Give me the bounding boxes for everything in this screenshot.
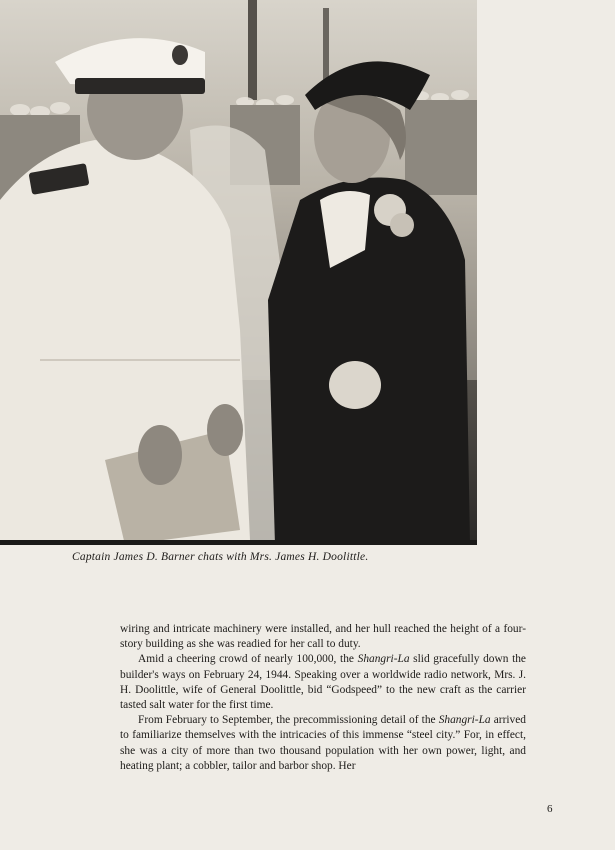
ship-name: Shangri-La — [357, 653, 410, 666]
paragraph-1: wiring and intricate machinery were installed, and her hull reached the height of a four-story building as she was readied for her call to duty. — [120, 623, 526, 651]
photo-illustration — [0, 0, 477, 545]
paragraph-3-text-a: From February to September, the precommissioning detail of the — [138, 714, 439, 727]
paragraph-3-text-b: arrived to familiarize themselves with the intricacies of this immense “steel city.” For, in effect, she was a city of more than two thousand population with her own power, light, and heating plant; a cobbler, tailor and barbor shop. Her — [120, 714, 526, 772]
paragraph-2-text-b: slid gracefully down the builder's ways on February 24, 1944. Speaking over a worldwide radio network, Mrs. J. H. Doolittle, wife of General Doolittle, bid “Godspeed” to the new craft as the carrier tasted salt water for the first time. — [120, 653, 526, 712]
article-body — [120, 622, 526, 774]
photograph — [0, 0, 477, 545]
paragraph-3 — [120, 713, 526, 774]
paragraph-2-text-a: Amid a cheering crowd of nearly 100,000, the — [138, 653, 358, 666]
paragraph-2 — [120, 652, 526, 713]
photo-caption: Captain James D. Barner chats with Mrs. James H. Doolittle. — [72, 551, 369, 563]
page-number: 6 — [547, 803, 553, 815]
ship-name: Shangri-La — [438, 714, 491, 727]
